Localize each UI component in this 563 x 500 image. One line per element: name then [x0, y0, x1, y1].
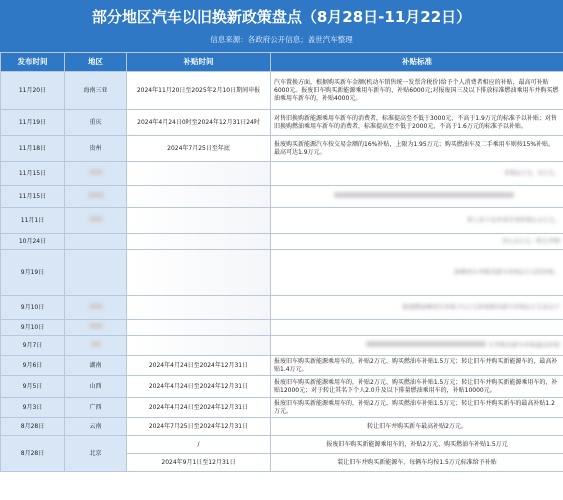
region-cell: 海南三亚: [65, 72, 127, 110]
table-row: [1, 186, 563, 208]
blurred-text: 报废燃油乘用车补贴予1万元补贴购买新车补贴2万元及以下: [402, 303, 560, 311]
table-row: [1, 208, 563, 234]
standard-cell: [271, 234, 563, 250]
region-cell: [65, 186, 127, 208]
standard-cell: 报废旧车购买新能源乘用车的，补贴2万元、购买燃油车补贴1.5万元；转让旧车并购买新车的最高补贴1.2万元。: [271, 398, 563, 418]
table-header-row: [1, 53, 563, 72]
blurred-text: [366, 341, 486, 347]
date-cell: 9月5日: [1, 376, 65, 398]
blurred-text: [89, 216, 103, 222]
standard-cell: [271, 250, 563, 296]
period-cell: 2024年4月24日至2024年12月31日: [127, 356, 271, 376]
date-cell: 9月6日: [1, 356, 65, 376]
date-cell: 9月10日: [1, 320, 65, 336]
period-cell: [127, 162, 271, 186]
blurred-text: 补1.5万元；转让并购: [502, 237, 560, 245]
page-title: 部分地区汽车以旧换新政策盘点（8月28日-11月22日）: [91, 8, 472, 26]
region-cell: 湖南: [65, 356, 127, 376]
table-row: [1, 136, 563, 162]
standard-cell: 报废旧车购买新能源乘用车的，补贴2万元、购买燃油车补贴1.5万元: [271, 436, 563, 454]
date-cell: 11月19日: [1, 110, 65, 136]
standard-cell: 报废旧车购买新能源乘用车的，补贴2万元、购买燃油车补贴1.5万元；转让旧车并购买新能源乘用车的，补贴12000元；对于转让其名下个人2.0升及以下排量燃油乘用车的，补贴10000元。: [271, 376, 563, 398]
date-cell: 10月24日: [1, 234, 65, 250]
period-cell: /: [127, 436, 271, 454]
blurred-text: [334, 192, 514, 198]
table-row: [1, 110, 563, 136]
period-cell: [127, 296, 271, 320]
date-cell: 11月15日: [1, 162, 65, 186]
table-row: [1, 398, 563, 418]
date-cell: 9月10日: [1, 296, 65, 320]
standard-cell: [271, 162, 563, 186]
policy-table: [0, 52, 563, 472]
region-cell: [65, 320, 127, 336]
region-cell: 山西: [65, 376, 127, 398]
column-header: 补贴时间: [127, 53, 271, 72]
standard-cell: 对售旧换购新能源乘用车新车的消费者，标准提高至不低于3000元、不高于1.9万元的标准予以补贴；对售旧换购燃油乘用车新车的消费者，标准提高至不低于2000元、不高于1.6万元的标准予以补贴。: [271, 110, 563, 136]
blurred-text: 油乘用车并购买新车补贴2万元的补贴。: [454, 268, 560, 276]
region-cell: 贵州: [65, 136, 127, 162]
region-cell: [65, 234, 127, 250]
date-cell: 11月1日: [1, 208, 65, 234]
region-cell: 北京: [65, 436, 127, 472]
table-row: [1, 320, 563, 336]
blurred-text: 事人名下在外省市登补贴1.2万元。: [466, 216, 560, 224]
table-row: [1, 436, 563, 454]
table-row: [1, 336, 563, 356]
date-cell: 11月20日: [1, 72, 65, 110]
table-row: [1, 234, 563, 250]
region-cell: 重庆: [65, 110, 127, 136]
region-cell: 云南: [65, 418, 127, 436]
region-cell: [65, 336, 127, 356]
standard-cell: 报废旧车购买新能源乘用车的，补贴2万元、购买燃油车补贴1.5万元；转让旧车并购买新能源车的，最高补贴1.4万元。: [271, 356, 563, 376]
blurred-text: [89, 169, 103, 175]
period-cell: [127, 208, 271, 234]
region-cell: 广西: [65, 398, 127, 418]
blurred-text: 补贴2万元，5万元。: [504, 169, 560, 177]
table-row: [1, 356, 563, 376]
title-banner: [0, 0, 563, 52]
period-cell: [127, 336, 271, 356]
table-row: [1, 162, 563, 186]
table-row: [1, 376, 563, 398]
standard-cell: 转让旧车并购买新车最高补贴2万元。: [271, 418, 563, 436]
region-cell: [65, 208, 127, 234]
date-cell: 9月19日: [1, 250, 65, 296]
period-cell: 2024年9月1日至12月31日: [127, 454, 271, 472]
column-header: 补贴标准: [271, 53, 563, 72]
date-cell: 8月28日: [1, 436, 65, 472]
standard-cell: [271, 296, 563, 320]
blurred-text: [89, 323, 103, 329]
period-cell: 2024年4月24日至2024年12月31日: [127, 398, 271, 418]
column-header: 发布时间: [1, 53, 65, 72]
table-row: [1, 250, 563, 296]
blurred-text: [91, 341, 101, 347]
table-row: [1, 418, 563, 436]
period-cell: 2024年7月25日至年底: [127, 136, 271, 162]
standard-cell: [271, 186, 563, 208]
standard-cell: 装让旧车并购买新能源车，每辆车均按1.5万元标准给予补贴: [271, 454, 563, 472]
standard-cell: 报废购买新能源汽车按交易金额的16%补贴，上限为1.95万元；购买燃油车及二手乘用车则按15%补贴，最高可达1.9万元。: [271, 136, 563, 162]
date-cell: 9月3日: [1, 398, 65, 418]
region-cell: [65, 250, 127, 296]
standard-cell: 汽车置换方面，根据购买新车金额(机动车销售统一发票含税价)给予个人消费者相应的补贴，最高可补贴6000元。报废旧车购买新能源乘用车新车的，补贴6000元;对报废国三及以下排放标准燃油乘用车并购买燃油乘用车新车的，补贴4000元。: [271, 72, 563, 110]
blurred-text: [88, 192, 104, 198]
period-cell: 2024年4月24日0时至2024年12月31日24时: [127, 110, 271, 136]
period-cell: [127, 186, 271, 208]
period-cell: [127, 234, 271, 250]
date-cell: 8月28日: [1, 418, 65, 436]
period-cell: 2024年11月20日至2025年2月10日期间申报: [127, 72, 271, 110]
table-row: [1, 72, 563, 110]
period-cell: 2024年7月25日至2024年12月31日: [127, 418, 271, 436]
region-cell: [65, 296, 127, 320]
standard-cell: [271, 336, 563, 356]
date-cell: 9月7日: [1, 336, 65, 356]
region-cell: [65, 162, 127, 186]
period-cell: 2024年4月24日至2024年12月31日: [127, 376, 271, 398]
column-header: 地区: [65, 53, 127, 72]
blurred-text: 车并购买新车补贴最高补贴: [487, 342, 560, 349]
standard-cell: [271, 320, 563, 336]
date-cell: 11月15日: [1, 186, 65, 208]
blurred-text: [89, 303, 103, 309]
source-note: 信息来源：各政府公开信息；盖世汽车整理: [210, 35, 353, 44]
table-row: [1, 296, 563, 320]
standard-cell: [271, 208, 563, 234]
period-cell: [127, 320, 271, 336]
period-cell: [127, 250, 271, 296]
date-cell: 11月18日: [1, 136, 65, 162]
